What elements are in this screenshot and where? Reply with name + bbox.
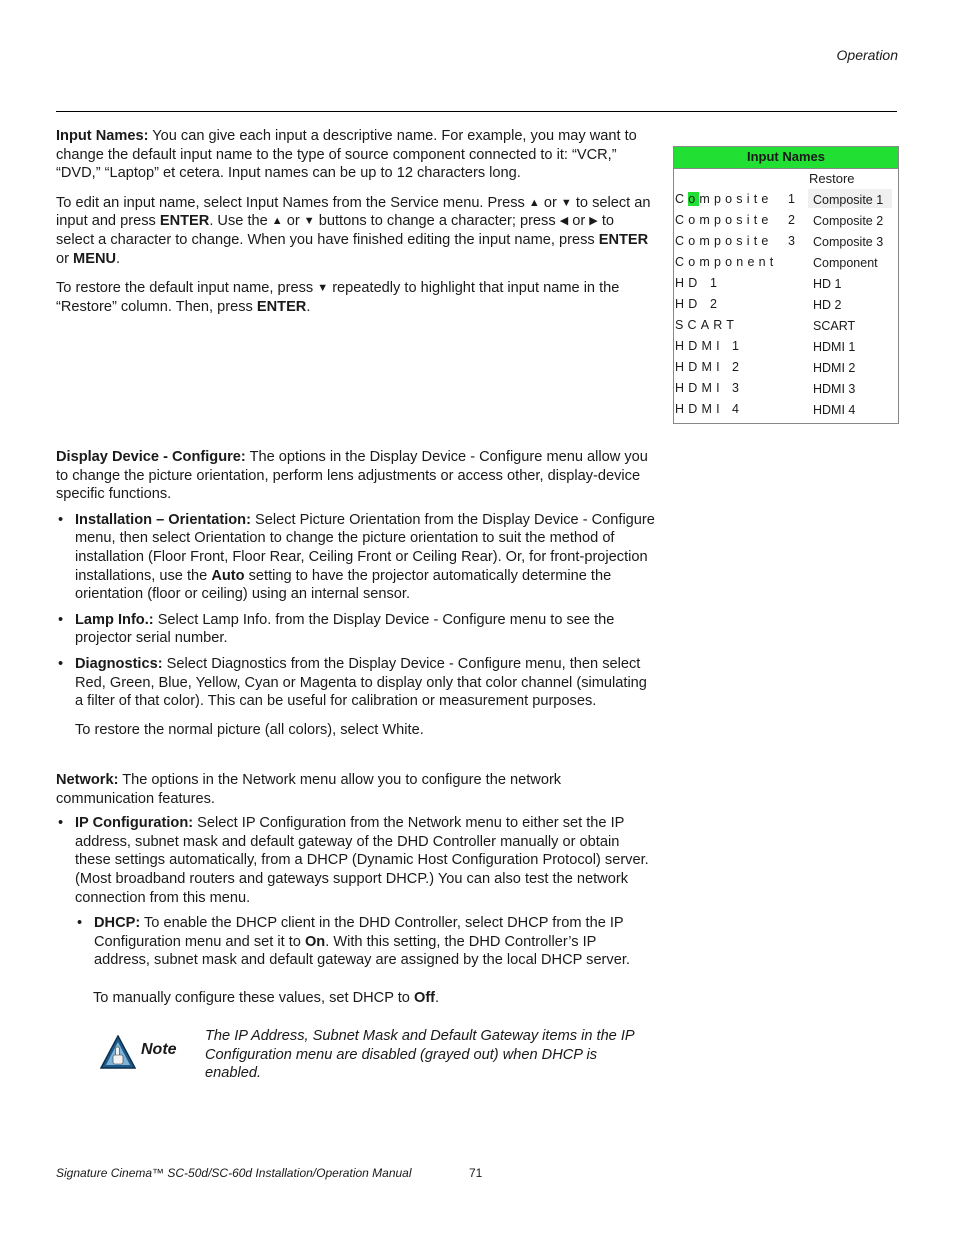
menu-row-restore[interactable]: Composite 1 — [813, 193, 884, 207]
menu-row-number: 2 — [732, 360, 739, 374]
display-device-section — [56, 448, 656, 739]
menu-row-name[interactable]: HDMI — [675, 402, 724, 416]
menu-row[interactable] — [674, 294, 898, 315]
menu-row-name[interactable]: Composite — [675, 192, 773, 206]
bullet-lamp-info: • Lamp Info.: Select Lamp Info. from the Display Device - Configure menu to see the projector serial number. — [56, 611, 656, 648]
down-arrow-icon: ▼ — [317, 282, 329, 295]
menu-row[interactable] — [674, 378, 898, 399]
menu-row-number: 4 — [732, 402, 739, 416]
menu-row-name[interactable]: HDMI — [675, 339, 724, 353]
running-header: Operation — [836, 47, 898, 63]
menu-row[interactable] — [674, 315, 898, 336]
input-names-menu — [673, 146, 899, 424]
left-arrow-icon: ◀ — [559, 215, 569, 228]
down-arrow-icon: ▼ — [303, 215, 315, 228]
menu-row-name[interactable]: Composite — [675, 234, 773, 248]
menu-row-restore[interactable]: HDMI 1 — [813, 340, 856, 354]
menu-row[interactable] — [674, 273, 898, 294]
menu-row-number: 1 — [710, 276, 717, 290]
up-arrow-icon: ▲ — [528, 196, 540, 209]
menu-row-number: 1 — [732, 339, 739, 353]
input-names-section — [56, 127, 651, 316]
menu-row-name[interactable]: HDMI — [675, 360, 724, 374]
menu-row-restore[interactable]: Component — [813, 256, 878, 270]
menu-row[interactable] — [674, 252, 898, 273]
note-hand-icon — [100, 1035, 136, 1069]
restore-column-header: Restore — [809, 171, 855, 186]
menu-row-number: 2 — [788, 213, 795, 227]
menu-row-number: 3 — [788, 234, 795, 248]
display-device-p1: Display Device - Configure: The options in the Display Device - Configure menu allow you to change the picture orientation, perform lens adjustments or access other, display-device specific functions. — [56, 449, 648, 503]
header-rule — [56, 111, 897, 112]
restore-colors-text: To restore the normal picture (all colors), select White. — [75, 721, 424, 738]
menu-row-name[interactable]: Composite — [675, 213, 773, 227]
menu-row-name[interactable]: HDMI — [675, 381, 724, 395]
menu-row-restore[interactable]: HD 2 — [813, 298, 842, 312]
right-arrow-icon: ▶ — [589, 215, 598, 228]
bullet-dhcp: • DHCP: To enable the DHCP client in the DHD Controller, select DHCP from the IP Configuration menu and set it to On. With this setting, the DHD Controller’s IP address, subnet mask and default gateway are assigned by the local DHCP server. — [75, 914, 656, 970]
page-number: 71 — [469, 1166, 483, 1180]
input-names-p2: To edit an input name, select Input Names from the Service menu. Press ▲ or ▼ to select an input and press ENTER. Use the ▲ or ▼ buttons to change a character; press ◀ or ▶ to select a character to change. When you have finished editing the input name, press ENTER or MENU. — [56, 194, 651, 267]
menu-row-name[interactable]: SCART — [675, 318, 739, 332]
menu-row-restore[interactable]: HDMI 4 — [813, 403, 856, 417]
input-names-p1: Input Names: You can give each input a descriptive name. For example, you may want to change the default input name to the type of source component connected to it: “VCR,” “DVD,” “Laptop” et cetera. Input names can be up to 12 characters long. — [56, 128, 637, 182]
menu-row-name[interactable]: HD — [675, 297, 702, 311]
menu-row[interactable] — [674, 210, 898, 231]
note-text: The IP Address, Subnet Mask and Default Gateway items in the IP Configuration menu are disabled (grayed out) when DHCP is enabled. — [205, 1028, 635, 1082]
menu-row[interactable] — [674, 189, 898, 210]
edit-cursor: o — [688, 192, 700, 206]
menu-title: Input Names — [674, 147, 898, 169]
manual-config-text: To manually configure these values, set DHCP to Off. — [93, 989, 440, 1006]
menu-row-restore[interactable]: Composite 2 — [813, 214, 884, 228]
menu-row-name[interactable]: HD — [675, 276, 702, 290]
note-label: Note — [141, 1041, 177, 1058]
input-names-p3: To restore the default input name, press ▼ repeatedly to highlight that input name in the “Restore” column. Then, press ENTER. — [56, 280, 620, 315]
bullet-installation-orientation: • Installation – Orientation: Select Picture Orientation from the Display Device - Configure menu, then select Orientation to change the picture orientation to suit the method of installation (Floor Front, Floor Rear, Ceiling Front or Ceiling Rear). Or, for front-projection installations, use the Auto setting to have the projector automatically determine the orientation (floor or ceiling) using an internal sensor. — [56, 511, 656, 604]
menu-row-number: 2 — [710, 297, 717, 311]
footer-manual-title: Signature Cinema™ SC-50d/SC-60d Installation/Operation Manual — [56, 1166, 412, 1180]
menu-row-number: 1 — [788, 192, 795, 206]
menu-row-restore[interactable]: Composite 3 — [813, 235, 884, 249]
menu-row-restore[interactable]: HDMI 2 — [813, 361, 856, 375]
menu-row[interactable] — [674, 231, 898, 252]
menu-row[interactable] — [674, 357, 898, 378]
menu-row-restore[interactable]: SCART — [813, 319, 856, 333]
bullet-ip-configuration: • IP Configuration: Select IP Configuration from the Network menu to either set the IP address, subnet mask and default gateway of the DHD Controller manually or obtain these settings automatically, from a DHCP (Dynamic Host Configuration Protocol) server. (Most broadband routers and gateways support DHCP.) You can also test the network connection from this menu. — [56, 814, 656, 907]
menu-row-restore[interactable]: HD 1 — [813, 277, 842, 291]
menu-row[interactable] — [674, 336, 898, 357]
menu-row-name[interactable]: Component — [675, 255, 778, 269]
network-section — [56, 771, 656, 1008]
network-p1: Network: The options in the Network menu allow you to configure the network communication features. — [56, 772, 562, 807]
bullet-diagnostics: • Diagnostics: Select Diagnostics from the Display Device - Configure menu, then select Red, Green, Blue, Yellow, Cyan or Magenta to display only that color channel (simulating a filter of that color). This can be useful for calibration or measurement purposes. — [56, 655, 656, 711]
down-arrow-icon: ▼ — [560, 196, 572, 209]
menu-row-number: 3 — [732, 381, 739, 395]
menu-row-restore[interactable]: HDMI 3 — [813, 382, 856, 396]
menu-row[interactable] — [674, 399, 898, 420]
up-arrow-icon: ▲ — [271, 215, 283, 228]
